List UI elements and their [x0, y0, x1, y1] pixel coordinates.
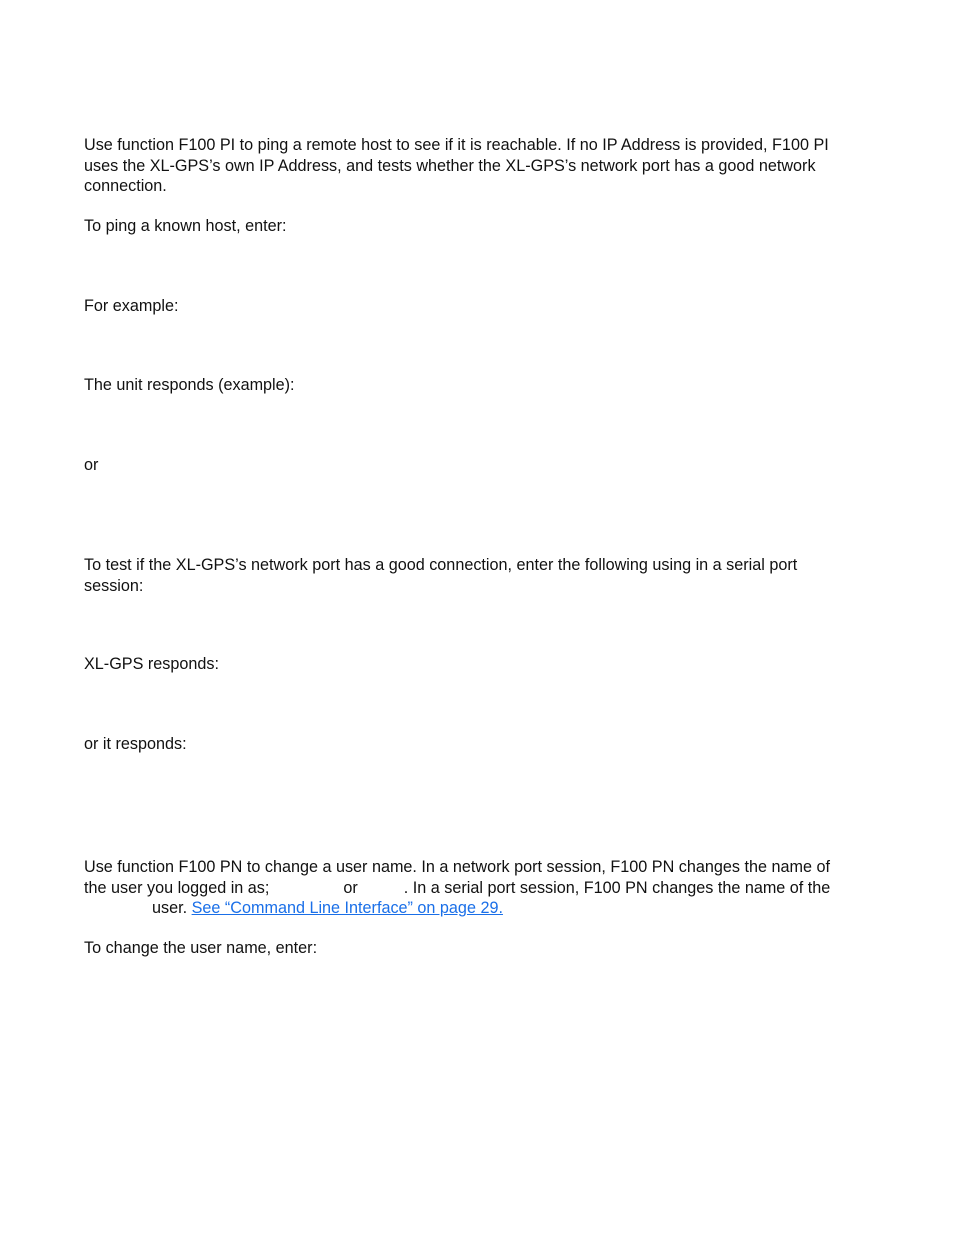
pn-change-text	[84, 938, 874, 959]
pn-line-3-user: user.	[152, 899, 188, 917]
pn-line-2	[84, 878, 874, 899]
command-line-interface-link[interactable]: See “Command Line Interface” on page 29.	[191, 899, 503, 917]
ping-or-text	[84, 455, 874, 476]
ping-test-line-2: session:	[84, 576, 144, 595]
pn-change-label: To change the user name, enter:	[84, 939, 318, 957]
xl-responds-text	[84, 654, 874, 675]
or-responds-text	[84, 734, 874, 755]
pn-line-2-or: or	[343, 878, 358, 897]
ping-intro-line-2: uses the XL-GPS’s own IP Address, and tests whether the XL-GPS’s network port has a good network	[84, 156, 816, 175]
or-responds-label: or it responds:	[84, 735, 187, 753]
ping-test-paragraph	[84, 555, 874, 596]
pn-line-1: Use function F100 PN to change a user name. In a network port session, F100 PN changes the name of	[84, 858, 830, 876]
ping-known-host-text	[84, 216, 874, 237]
pn-line-3	[84, 898, 874, 919]
pn-line-2-start: the user you logged in as;	[84, 878, 270, 897]
ping-example-label: For example:	[84, 297, 179, 315]
ping-intro-line-3: connection.	[84, 177, 167, 195]
ping-example-text	[84, 296, 874, 317]
ping-responds-label: The unit responds (example):	[84, 376, 295, 394]
pn-line-2-end: . In a serial port session, F100 PN changes the name of the	[403, 878, 831, 897]
xl-responds-label: XL-GPS responds:	[84, 655, 219, 673]
ping-or-label: or	[84, 456, 99, 474]
ping-intro-line-1: Use function F100 PI to ping a remote host to see if it is reachable. If no IP Address is provided, F100 PI	[84, 136, 829, 154]
ping-responds-text	[84, 375, 874, 396]
pn-intro-paragraph	[84, 857, 874, 919]
ping-test-line-1: To test if the XL-GPS’s network port has a good connection, enter the following using in a serial port	[84, 556, 798, 574]
ping-intro-paragraph	[84, 135, 874, 197]
ping-known-host-label: To ping a known host, enter:	[84, 217, 287, 235]
